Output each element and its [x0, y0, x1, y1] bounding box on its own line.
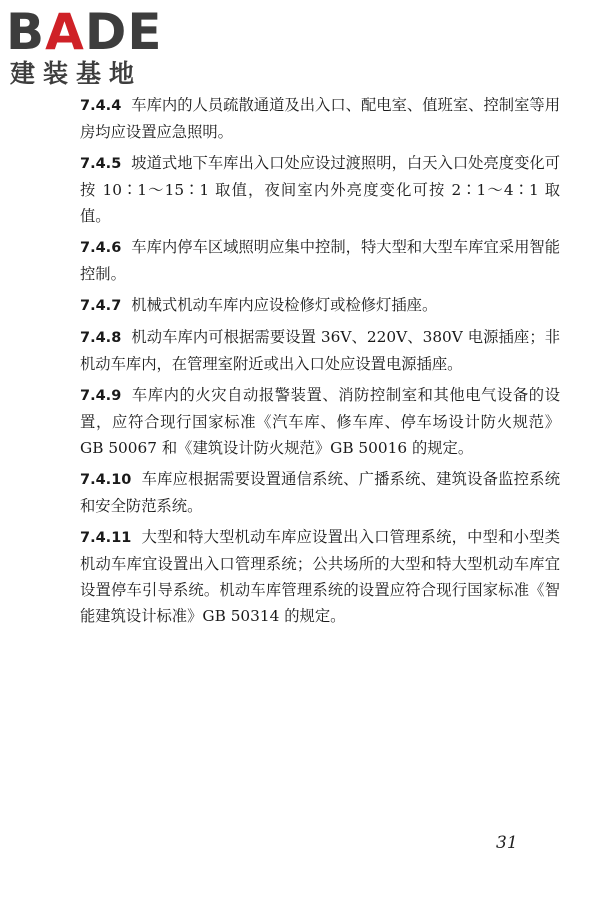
clause-text: 机动车库内可根据需要设置 36V、220V、380V 电源插座；非机动车库内，在管理室附近或出入口处应设置电源插座。 [80, 328, 560, 373]
clause-number: 7.4.8 [80, 330, 122, 346]
clause-7-4-7 [80, 292, 560, 319]
clause-7-4-9 [80, 382, 560, 461]
logo-letter-accent: A [45, 3, 85, 61]
clause-text: 车库内停车区域照明应集中控制，特大型和大型车库宜采用智能控制。 [80, 238, 560, 283]
clause-7-4-5 [80, 150, 560, 229]
logo-wordmark [6, 4, 163, 60]
clause-number: 7.4.5 [80, 156, 122, 172]
clause-7-4-11 [80, 524, 560, 629]
clause-text: 坡道式地下车库出入口处应设过渡照明，白天入口处亮度变化可按 10∶1～15∶1 取值，夜间室内外亮度变化可按 2∶1～4∶1 取值。 [80, 154, 560, 225]
clause-7-4-8 [80, 324, 560, 377]
clause-7-4-10 [80, 466, 560, 519]
clause-number: 7.4.11 [80, 530, 132, 546]
clause-number: 7.4.10 [80, 472, 132, 488]
logo-letters-start: B [6, 3, 46, 61]
clause-text: 大型和特大型机动车库应设置出入口管理系统，中型和小型类机动车库宜设置出入口管理系统；公共场所的大型和特大型机动车库宜设置停车引导系统。机动车库管理系统的设置应符合现行国家标准《智能建筑设计标准》GB 50314 的规定。 [80, 528, 560, 625]
clause-number: 7.4.4 [80, 98, 122, 114]
clause-number: 7.4.6 [80, 240, 122, 256]
logo-subtitle: 建装基地 [10, 59, 143, 88]
clause-text: 机械式机动车库内应设检修灯或检修灯插座。 [131, 296, 438, 314]
clause-text: 车库内的火灾自动报警装置、消防控制室和其他电气设备的设置，应符合现行国家标准《汽车库、修车库、停车场设计防火规范》GB 50067 和《建筑设计防火规范》GB 50016 的规定。 [80, 386, 560, 457]
brand-logo [6, 4, 176, 88]
page-body [80, 92, 560, 634]
clause-number: 7.4.9 [80, 388, 122, 404]
clause-7-4-6 [80, 234, 560, 287]
clause-text: 车库应根据需要设置通信系统、广播系统、建筑设备监控系统和安全防范系统。 [80, 470, 560, 515]
clause-7-4-4 [80, 92, 560, 145]
logo-letters-end: DE [84, 3, 163, 61]
page-number: 31 [496, 833, 518, 853]
clause-number: 7.4.7 [80, 298, 122, 314]
clause-text: 车库内的人员疏散通道及出入口、配电室、值班室、控制室等用房均应设置应急照明。 [80, 96, 560, 141]
